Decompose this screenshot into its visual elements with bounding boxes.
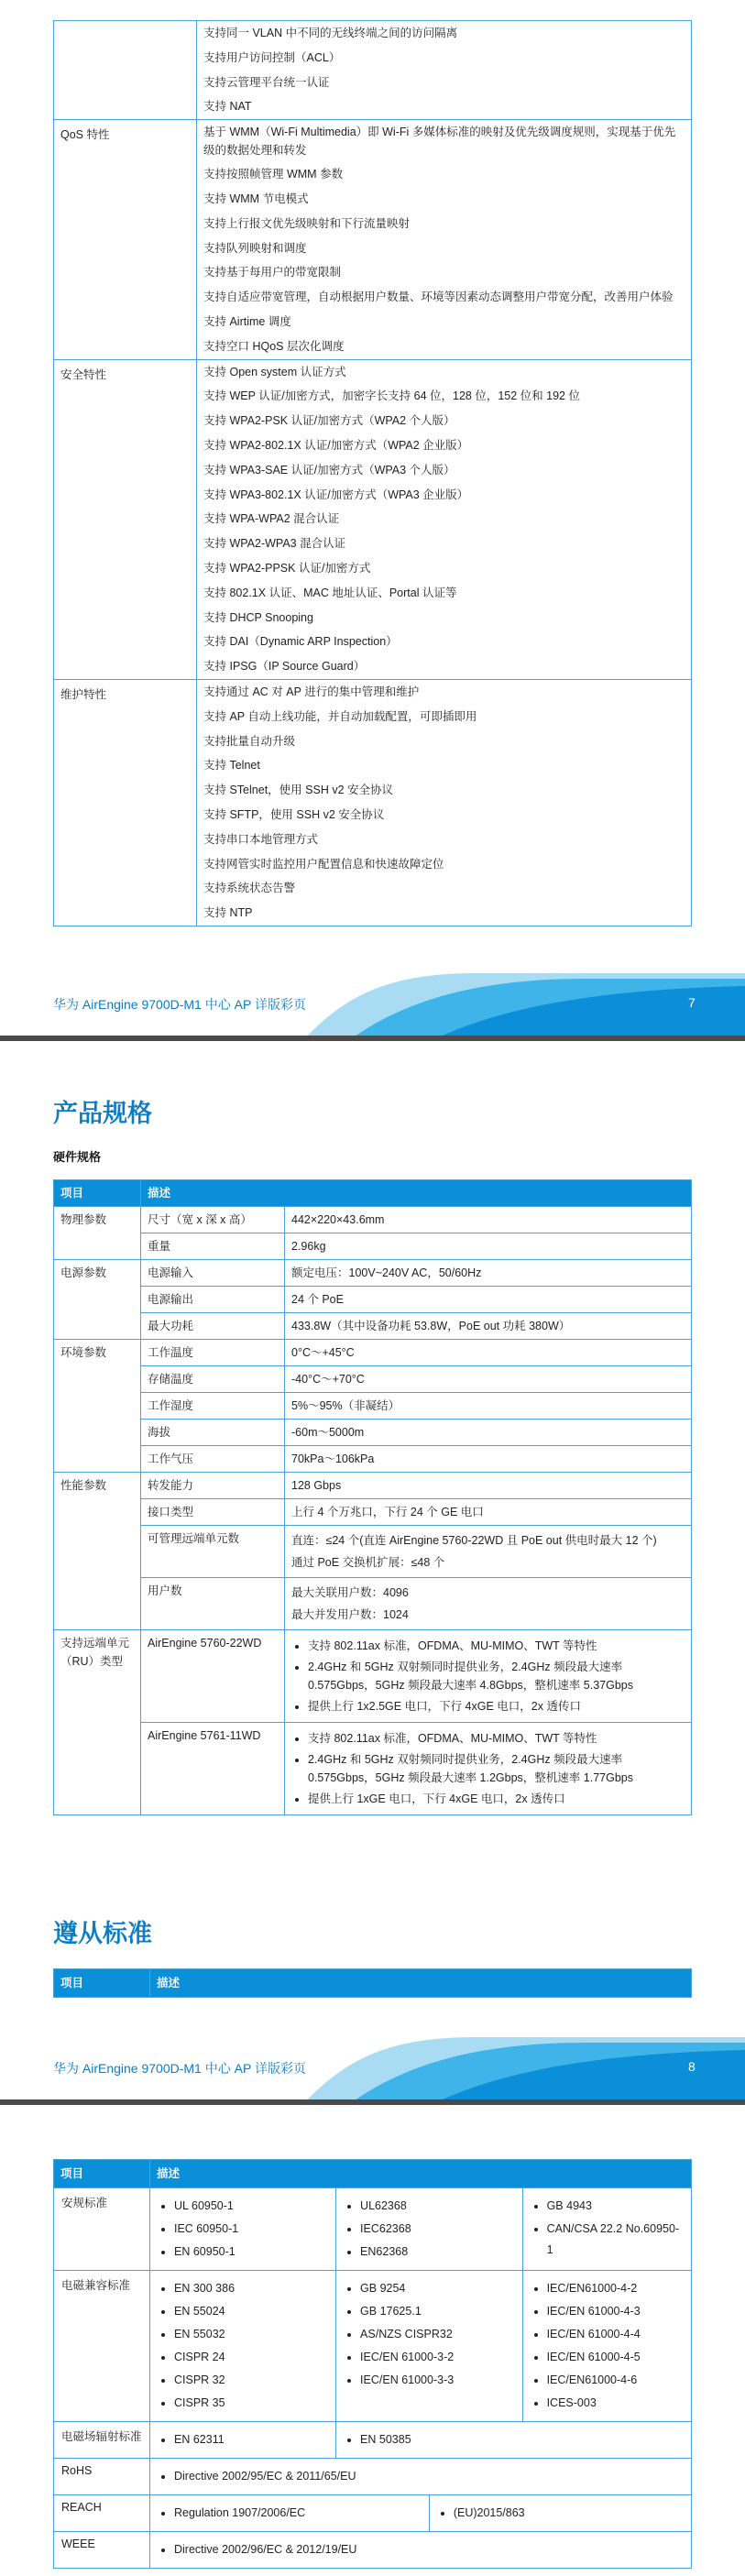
- header-desc: 描述: [150, 1969, 692, 1998]
- standards-col: [429, 2495, 691, 2532]
- table-row: [54, 679, 692, 926]
- section-title-specs: 产品规格: [53, 1100, 152, 1127]
- table-row: [54, 1578, 692, 1630]
- standard-item: • GB 9254: [360, 2278, 515, 2299]
- standard-item: • UL 60950-1: [174, 2196, 328, 2217]
- standards-col: [522, 2188, 691, 2271]
- footer-bar: [0, 2099, 745, 2105]
- table-row: [54, 2271, 692, 2422]
- category-cell: RoHS: [54, 2459, 150, 2495]
- table-row: [54, 2495, 692, 2532]
- param-key: 尺寸（宽 x 深 x 高）: [141, 1207, 285, 1233]
- header-item: 项目: [54, 2160, 150, 2188]
- item-text: 支持 802.1X 认证、MAC 地址认证、Portal 认证等: [203, 586, 457, 599]
- standard-item: • GB 17625.1: [360, 2301, 515, 2322]
- item-text: 支持空口 HQoS 层次化调度: [203, 339, 345, 353]
- item-text: 支持通过 AC 对 AP 进行的集中管理和维护: [203, 685, 420, 698]
- page-number: 8: [688, 2059, 696, 2074]
- table-row: [54, 2459, 692, 2495]
- param-key: 工作气压: [141, 1446, 285, 1473]
- item-text: 支持 WPA2-PSK 认证/加密方式（WPA2 个人版）: [203, 414, 455, 428]
- items-cell: [197, 359, 692, 679]
- standards-col: [336, 2188, 523, 2271]
- standard-item: • EN 55032: [174, 2324, 328, 2345]
- section-title-standards: 遵从标准: [53, 1920, 152, 1947]
- param-key: 最大功耗: [141, 1313, 285, 1340]
- standard-item: • EN 60950-1: [174, 2242, 328, 2263]
- item-text: 支持 DAI（Dynamic ARP Inspection）: [203, 635, 398, 649]
- table-header: [54, 1969, 692, 1998]
- subsection-title-hardware: 硬件规格: [53, 1150, 102, 1164]
- footer-bar: [0, 1036, 745, 1041]
- category-cell: [54, 21, 197, 120]
- table-row: [54, 120, 692, 359]
- table-row: [54, 1313, 692, 1340]
- param-value: 128 Gbps: [285, 1473, 692, 1499]
- category-cell: 支持远端单元（RU）类型: [54, 1630, 141, 1815]
- item-text: 支持用户访问控制（ACL）: [203, 50, 341, 64]
- table-row: [54, 359, 692, 679]
- param-value: 额定电压：100V~240V AC，50/60Hz: [285, 1260, 692, 1287]
- item-text: 支持 NAT: [203, 100, 252, 114]
- item-text: 支持 Open system 认证方式: [203, 365, 346, 378]
- footer-text: 华为 AirEngine 9700D-M1 中心 AP 详版彩页: [53, 997, 306, 1012]
- param-key: 接口类型: [141, 1499, 285, 1526]
- standard-item: • IEC/EN 61000-3-3: [360, 2370, 515, 2391]
- item-text: 支持 STelnet，使用 SSH v2 安全协议: [203, 784, 393, 797]
- standard-item: • IEC/EN 61000-4-4: [547, 2324, 684, 2345]
- item-text: 支持网管实时监控用户配置信息和快速故障定位: [203, 857, 444, 871]
- item-text: 支持自适应带宽管理，自动根据用户数量、环境等因素动态调整用户带宽分配，改善用户体验: [203, 290, 674, 304]
- standard-item: • CISPR 35: [174, 2393, 328, 2414]
- header-desc: 描述: [150, 2160, 692, 2188]
- standard-item: • IEC/EN 61000-4-3: [547, 2301, 684, 2322]
- table-row: [54, 1499, 692, 1526]
- item-text: 支持 WPA2-WPA3 混合认证: [203, 537, 346, 551]
- ru-features: [285, 1630, 692, 1723]
- standard-item: • CISPR 32: [174, 2370, 328, 2391]
- standard-item: • CAN/CSA 22.2 No.60950-1: [547, 2219, 684, 2261]
- table-row: [54, 1207, 692, 1233]
- param-key: 电源输入: [141, 1260, 285, 1287]
- standard-item: • IEC62368: [360, 2219, 515, 2240]
- param-key: 海拔: [141, 1420, 285, 1446]
- category-cell: 安全特性: [54, 359, 197, 679]
- table-row: [54, 1473, 692, 1499]
- standards-col: [150, 2459, 692, 2495]
- standard-item: • IEC/EN 61000-4-5: [547, 2347, 684, 2368]
- standard-item: • UL62368: [360, 2196, 515, 2217]
- item-text: 支持 WMM 节电模式: [203, 192, 309, 205]
- item-text: 支持 WPA2-PPSK 认证/加密方式: [203, 561, 371, 575]
- param-key: 重量: [141, 1233, 285, 1260]
- param-value: [285, 1526, 692, 1578]
- item-text: 支持串口本地管理方式: [203, 832, 319, 846]
- category-cell: 物理参数: [54, 1207, 141, 1260]
- param-value: 70kPa～106kPa: [285, 1446, 692, 1473]
- standard-item: • ICES-003: [547, 2393, 684, 2414]
- standard-item: • Regulation 1907/2006/EC: [174, 2503, 422, 2524]
- item-text: 基于 WMM（Wi-Fi Multimedia）即 Wi-Fi 多媒体标准的映射及优先级调度规则，实现基于优先级的数据处理和转发: [203, 126, 676, 158]
- param-key: 电源输出: [141, 1287, 285, 1313]
- table-row: [54, 1630, 692, 1723]
- param-key: 工作温度: [141, 1340, 285, 1366]
- param-value: 0°C～+45°C: [285, 1340, 692, 1366]
- page-footer: [0, 2037, 745, 2105]
- item-text: 支持 IPSG（IP Source Guard）: [203, 660, 366, 674]
- standard-item: • AS/NZS CISPR32: [360, 2324, 515, 2345]
- standard-item: • EN 62311: [174, 2429, 328, 2450]
- item-text: 支持 WPA3-802.1X 认证/加密方式（WPA3 企业版）: [203, 488, 469, 501]
- table-row: [54, 1287, 692, 1313]
- header-item: 项目: [54, 1180, 141, 1207]
- value-line: 最大并发用户数：1024: [291, 1608, 409, 1621]
- page-number: 7: [688, 995, 696, 1010]
- standards-col: [522, 2271, 691, 2422]
- standard-item: • IEC/EN 61000-3-2: [360, 2347, 515, 2368]
- footer-text: 华为 AirEngine 9700D-M1 中心 AP 详版彩页: [53, 2061, 306, 2076]
- table-row: [54, 1723, 692, 1815]
- standard-item: • GB 4943: [547, 2196, 684, 2217]
- feature-bullet: • 支持 802.11ax 标准，OFDMA、MU-MIMO、TWT 等特性: [308, 1637, 685, 1655]
- item-text: 支持队列映射和调度: [203, 241, 307, 255]
- feature-bullet: • 提供上行 1xGE 电口，下行 4xGE 电口，2x 透传口: [308, 1790, 685, 1808]
- value-line: 通过 PoE 交换机扩展：≤48 个: [291, 1556, 445, 1569]
- item-text: 支持云管理平台统一认证: [203, 75, 330, 89]
- table-row: [54, 1420, 692, 1446]
- item-text: 支持 DHCP Snooping: [203, 610, 313, 624]
- param-value: -40°C～+70°C: [285, 1366, 692, 1393]
- category-cell: 电源参数: [54, 1260, 141, 1340]
- standards-table: [53, 2159, 692, 2569]
- value-line: 最大关联用户数：4096: [291, 1586, 409, 1599]
- standards-col: [150, 2422, 336, 2459]
- param-value: 上行 4 个万兆口，下行 24 个 GE 电口: [285, 1499, 692, 1526]
- hardware-spec-table: [53, 1179, 692, 1815]
- category-cell: 性能参数: [54, 1473, 141, 1630]
- table-row: [54, 2422, 692, 2459]
- standard-item: • IEC/EN61000-4-6: [547, 2370, 684, 2391]
- standard-item: • EN 300 386: [174, 2278, 328, 2299]
- item-text: 支持同一 VLAN 中不同的无线终端之间的访问隔离: [203, 27, 458, 39]
- standard-item: • CISPR 24: [174, 2347, 328, 2368]
- category-cell: 维护特性: [54, 679, 197, 926]
- item-text: 支持 NTP: [203, 906, 253, 920]
- feature-bullet: • 2.4GHz 和 5GHz 双射频同时提供业务，2.4GHz 频段最大速率 0.575Gbps，5GHz 频段最大速率 1.2Gbps，整机速率 1.77Gbps: [308, 1750, 685, 1787]
- item-text: 支持 WPA3-SAE 认证/加密方式（WPA3 个人版）: [203, 463, 455, 477]
- standard-item: • EN 55024: [174, 2301, 328, 2322]
- param-value: 2.96kg: [285, 1233, 692, 1260]
- category-cell: 电磁兼容标准: [54, 2271, 150, 2422]
- table-row: [54, 1446, 692, 1473]
- ru-features: [285, 1723, 692, 1815]
- standard-item: • Directive 2002/95/EC & 2011/65/EU: [174, 2466, 684, 2487]
- param-key: 可管理远端单元数: [141, 1526, 285, 1578]
- feature-bullet: • 提供上行 1x2.5GE 电口，下行 4xGE 电口，2x 透传口: [308, 1697, 685, 1716]
- table-row: [54, 21, 692, 120]
- param-value: 24 个 PoE: [285, 1287, 692, 1313]
- standards-header-table: [53, 1968, 692, 1998]
- table-row: [54, 1393, 692, 1420]
- item-text: 支持 WPA2-802.1X 认证/加密方式（WPA2 企业版）: [203, 438, 469, 452]
- item-text: 支持系统状态告警: [203, 882, 296, 895]
- standard-item: • (EU)2015/863: [454, 2503, 684, 2524]
- table-row: [54, 1526, 692, 1578]
- standard-item: • IEC 60950-1: [174, 2219, 328, 2240]
- standards-col: [336, 2422, 692, 2459]
- items-cell: [197, 21, 692, 120]
- value-line: 直连：≤24 个(直连 AirEngine 5760-22WD 且 PoE out 供电时最大 12 个): [291, 1534, 657, 1547]
- standard-item: • EN 50385: [360, 2429, 684, 2450]
- item-text: 支持按照帧管理 WMM 参数: [203, 168, 344, 181]
- param-key: 工作湿度: [141, 1393, 285, 1420]
- items-cell: [197, 679, 692, 926]
- header-item: 项目: [54, 1969, 150, 1998]
- item-text: 支持批量自动升级: [203, 734, 296, 748]
- standards-col: [150, 2188, 336, 2271]
- item-text: 支持 Telnet: [203, 759, 260, 773]
- standards-col: [336, 2271, 523, 2422]
- param-value: 442×220×43.6mm: [285, 1207, 692, 1233]
- standard-item: • IEC/EN61000-4-2: [547, 2278, 684, 2299]
- standard-item: • EN62368: [360, 2242, 515, 2263]
- item-text: 支持 Airtime 调度: [203, 314, 291, 328]
- param-key: 用户数: [141, 1578, 285, 1630]
- category-cell: 环境参数: [54, 1340, 141, 1473]
- standard-item: • Directive 2002/96/EC & 2012/19/EU: [174, 2539, 684, 2560]
- feature-bullet: • 支持 802.11ax 标准，OFDMA、MU-MIMO、TWT 等特性: [308, 1729, 685, 1748]
- standards-col: [150, 2532, 692, 2569]
- item-text: 支持 SFTP，使用 SSH v2 安全协议: [203, 807, 385, 821]
- category-cell: 安规标准: [54, 2188, 150, 2271]
- item-text: 支持上行报文优先级映射和下行流量映射: [203, 216, 411, 230]
- category-cell: WEEE: [54, 2532, 150, 2569]
- feature-table: [53, 20, 692, 926]
- header-desc: 描述: [141, 1180, 692, 1207]
- category-cell: QoS 特性: [54, 120, 197, 359]
- table-row: [54, 1233, 692, 1260]
- page-footer: [0, 973, 745, 1041]
- feature-bullet: • 2.4GHz 和 5GHz 双射频同时提供业务，2.4GHz 频段最大速率 0.575Gbps，5GHz 频段最大速率 4.8Gbps，整机速率 5.37Gbps: [308, 1658, 685, 1694]
- ru-model: AirEngine 5761-11WD: [141, 1723, 285, 1815]
- param-value: -60m～5000m: [285, 1420, 692, 1446]
- standards-col: [150, 2495, 430, 2532]
- param-key: 存储温度: [141, 1366, 285, 1393]
- table-row: [54, 1260, 692, 1287]
- item-text: 支持 AP 自动上线功能，并自动加载配置，可即插即用: [203, 709, 477, 723]
- ru-model: AirEngine 5760-22WD: [141, 1630, 285, 1723]
- item-text: 支持 WEP 认证/加密方式，加密字长支持 64 位，128 位，152 位和 192 位: [203, 389, 580, 403]
- table-header: [54, 2160, 692, 2188]
- param-value: [285, 1578, 692, 1630]
- table-row: [54, 2532, 692, 2569]
- table-row: [54, 1340, 692, 1366]
- category-cell: 电磁场辐射标准: [54, 2422, 150, 2459]
- table-row: [54, 2188, 692, 2271]
- param-value: 5%～95%（非凝结）: [285, 1393, 692, 1420]
- items-cell: [197, 120, 692, 359]
- table-row: [54, 1366, 692, 1393]
- param-value: 433.8W（其中设备功耗 53.8W，PoE out 功耗 380W）: [285, 1313, 692, 1340]
- category-cell: REACH: [54, 2495, 150, 2532]
- standards-col: [150, 2271, 336, 2422]
- param-key: 转发能力: [141, 1473, 285, 1499]
- item-text: 支持 WPA-WPA2 混合认证: [203, 512, 340, 526]
- table-header: [54, 1180, 692, 1207]
- item-text: 支持基于每用户的带宽限制: [203, 266, 342, 280]
